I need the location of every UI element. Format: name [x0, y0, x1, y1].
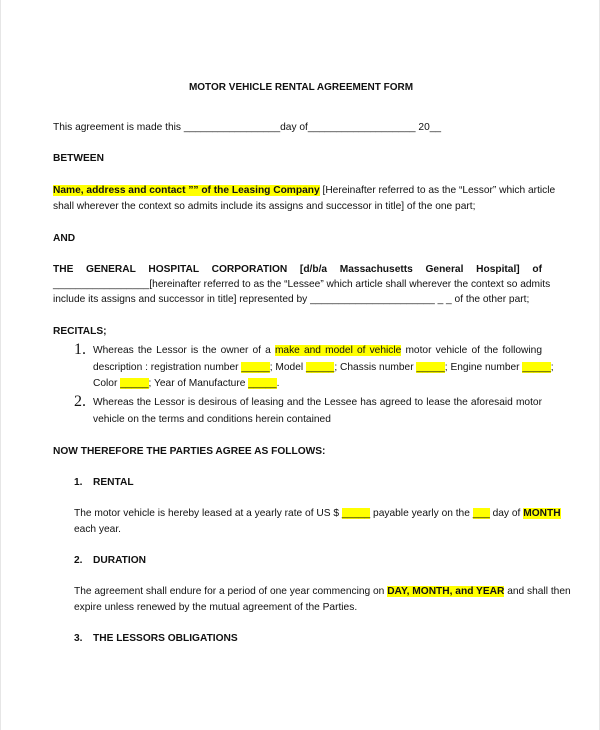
model-blank[interactable]: _____ [305, 362, 335, 373]
recital-text: ; Chassis number [334, 362, 414, 373]
chassis-number-blank[interactable]: _____ [416, 362, 445, 373]
lessee-word: Massachusetts [339, 264, 413, 275]
lessor-line-2: shall wherever the context so admits include its assigns and successor in title] of the one part; [53, 201, 476, 212]
document-title: MOTOR VEHICLE RENTAL AGREEMENT FORM [188, 82, 414, 93]
recital-text: ; [550, 362, 554, 373]
section-text: The agreement shall endure for a period of one year commencing on [74, 586, 385, 597]
section-1-title: RENTAL [93, 477, 134, 488]
recital-text: motor vehicle of the following [405, 345, 542, 356]
lessee-word: [d/b/a [299, 264, 328, 275]
section-1-number: 1. [74, 477, 83, 488]
lessor-line-1 [53, 184, 556, 197]
color-blank[interactable]: _____ [120, 378, 149, 389]
month-blank[interactable]: ___________________ [307, 122, 416, 133]
lessee-word: GENERAL [86, 264, 136, 275]
lessee-line-3: include its assigns and successor in title] represented by ______________________ _ _ of the other part; [53, 294, 530, 305]
lessee-line-2: _________________[hereinafter referred to as the “Lessee” which article shall wherever the context so admits [53, 279, 551, 290]
recital-text: ; Model [269, 362, 304, 373]
section-text: day of [492, 508, 521, 519]
section-2-line-1 [74, 585, 571, 598]
registration-number-blank[interactable]: _____ [241, 362, 270, 373]
recital-text: ; Engine number [444, 362, 520, 373]
recital-number-2: 2. [74, 393, 86, 410]
month-placeholder[interactable]: MONTH [523, 508, 561, 519]
vehicle-make-placeholder[interactable]: make and model of vehicle [274, 345, 402, 356]
recitals-heading: RECITALS; [53, 326, 107, 337]
lessee-word: HOSPITAL [148, 264, 199, 275]
rate-blank[interactable]: _____ [341, 508, 371, 519]
recital-text: Whereas the Lessor is the owner of a [93, 345, 271, 356]
payment-day-blank[interactable]: ___ [472, 508, 490, 519]
recital-text: description : registration number [93, 362, 239, 373]
section-3-number: 3. [74, 633, 83, 644]
recital-2-line-1: Whereas the Lessor is desirous of leasing and the Lessee has agreed to lease the aforesaid motor [93, 397, 542, 408]
recital-text: . [276, 378, 280, 389]
section-2-number: 2. [74, 555, 83, 566]
year-of-manufacture-blank[interactable]: _____ [248, 378, 277, 389]
section-1-line-2: each year. [74, 524, 122, 535]
agreement-date-line [53, 121, 441, 134]
intro-text-dayof: day of [280, 122, 308, 133]
lessee-word: THE [53, 264, 74, 275]
section-2-title: DURATION [93, 555, 147, 566]
year-blank[interactable]: 20__ [418, 122, 442, 133]
recital-text: Color [93, 378, 118, 389]
lessee-word: Hospital] [476, 264, 520, 275]
intro-text: This agreement is made this [53, 122, 181, 133]
lessee-word: General [425, 264, 464, 275]
start-date-placeholder[interactable]: DAY, MONTH, and YEAR [387, 586, 505, 597]
lessee-word: CORPORATION [211, 264, 288, 275]
lessee-line-1 [53, 263, 542, 276]
recital-2-line-2: vehicle on the terms and conditions herein contained [93, 414, 331, 425]
section-text: and shall then [507, 586, 571, 597]
recital-1-line-2 [93, 361, 554, 374]
section-3-title: THE LESSORS OBLIGATIONS [93, 633, 238, 644]
day-blank[interactable]: _________________ [183, 122, 281, 133]
section-text: The motor vehicle is hereby leased at a yearly rate of US $ [74, 508, 340, 519]
lessor-text: [Hereinafter referred to as the “Lessor” which article [322, 185, 556, 196]
recital-1-line-1 [93, 344, 542, 357]
now-therefore-heading: NOW THEREFORE THE PARTIES AGREE AS FOLLOWS: [53, 446, 326, 457]
recital-number-1: 1. [74, 341, 86, 358]
section-1-line-1 [74, 507, 561, 520]
recital-text: ; Year of Manufacture [148, 378, 246, 389]
engine-number-blank[interactable]: _____ [522, 362, 551, 373]
between-heading: BETWEEN [53, 153, 104, 164]
recital-1-line-3 [93, 377, 279, 390]
lessor-name-placeholder[interactable]: Name, address and contact ”” of the Leasing Company [53, 185, 320, 196]
and-heading: AND [53, 233, 76, 244]
lessee-word: of [532, 264, 542, 275]
section-2-line-2: expire unless renewed by the mutual agreement of the Parties. [74, 602, 358, 613]
section-text: payable yearly on the [373, 508, 470, 519]
